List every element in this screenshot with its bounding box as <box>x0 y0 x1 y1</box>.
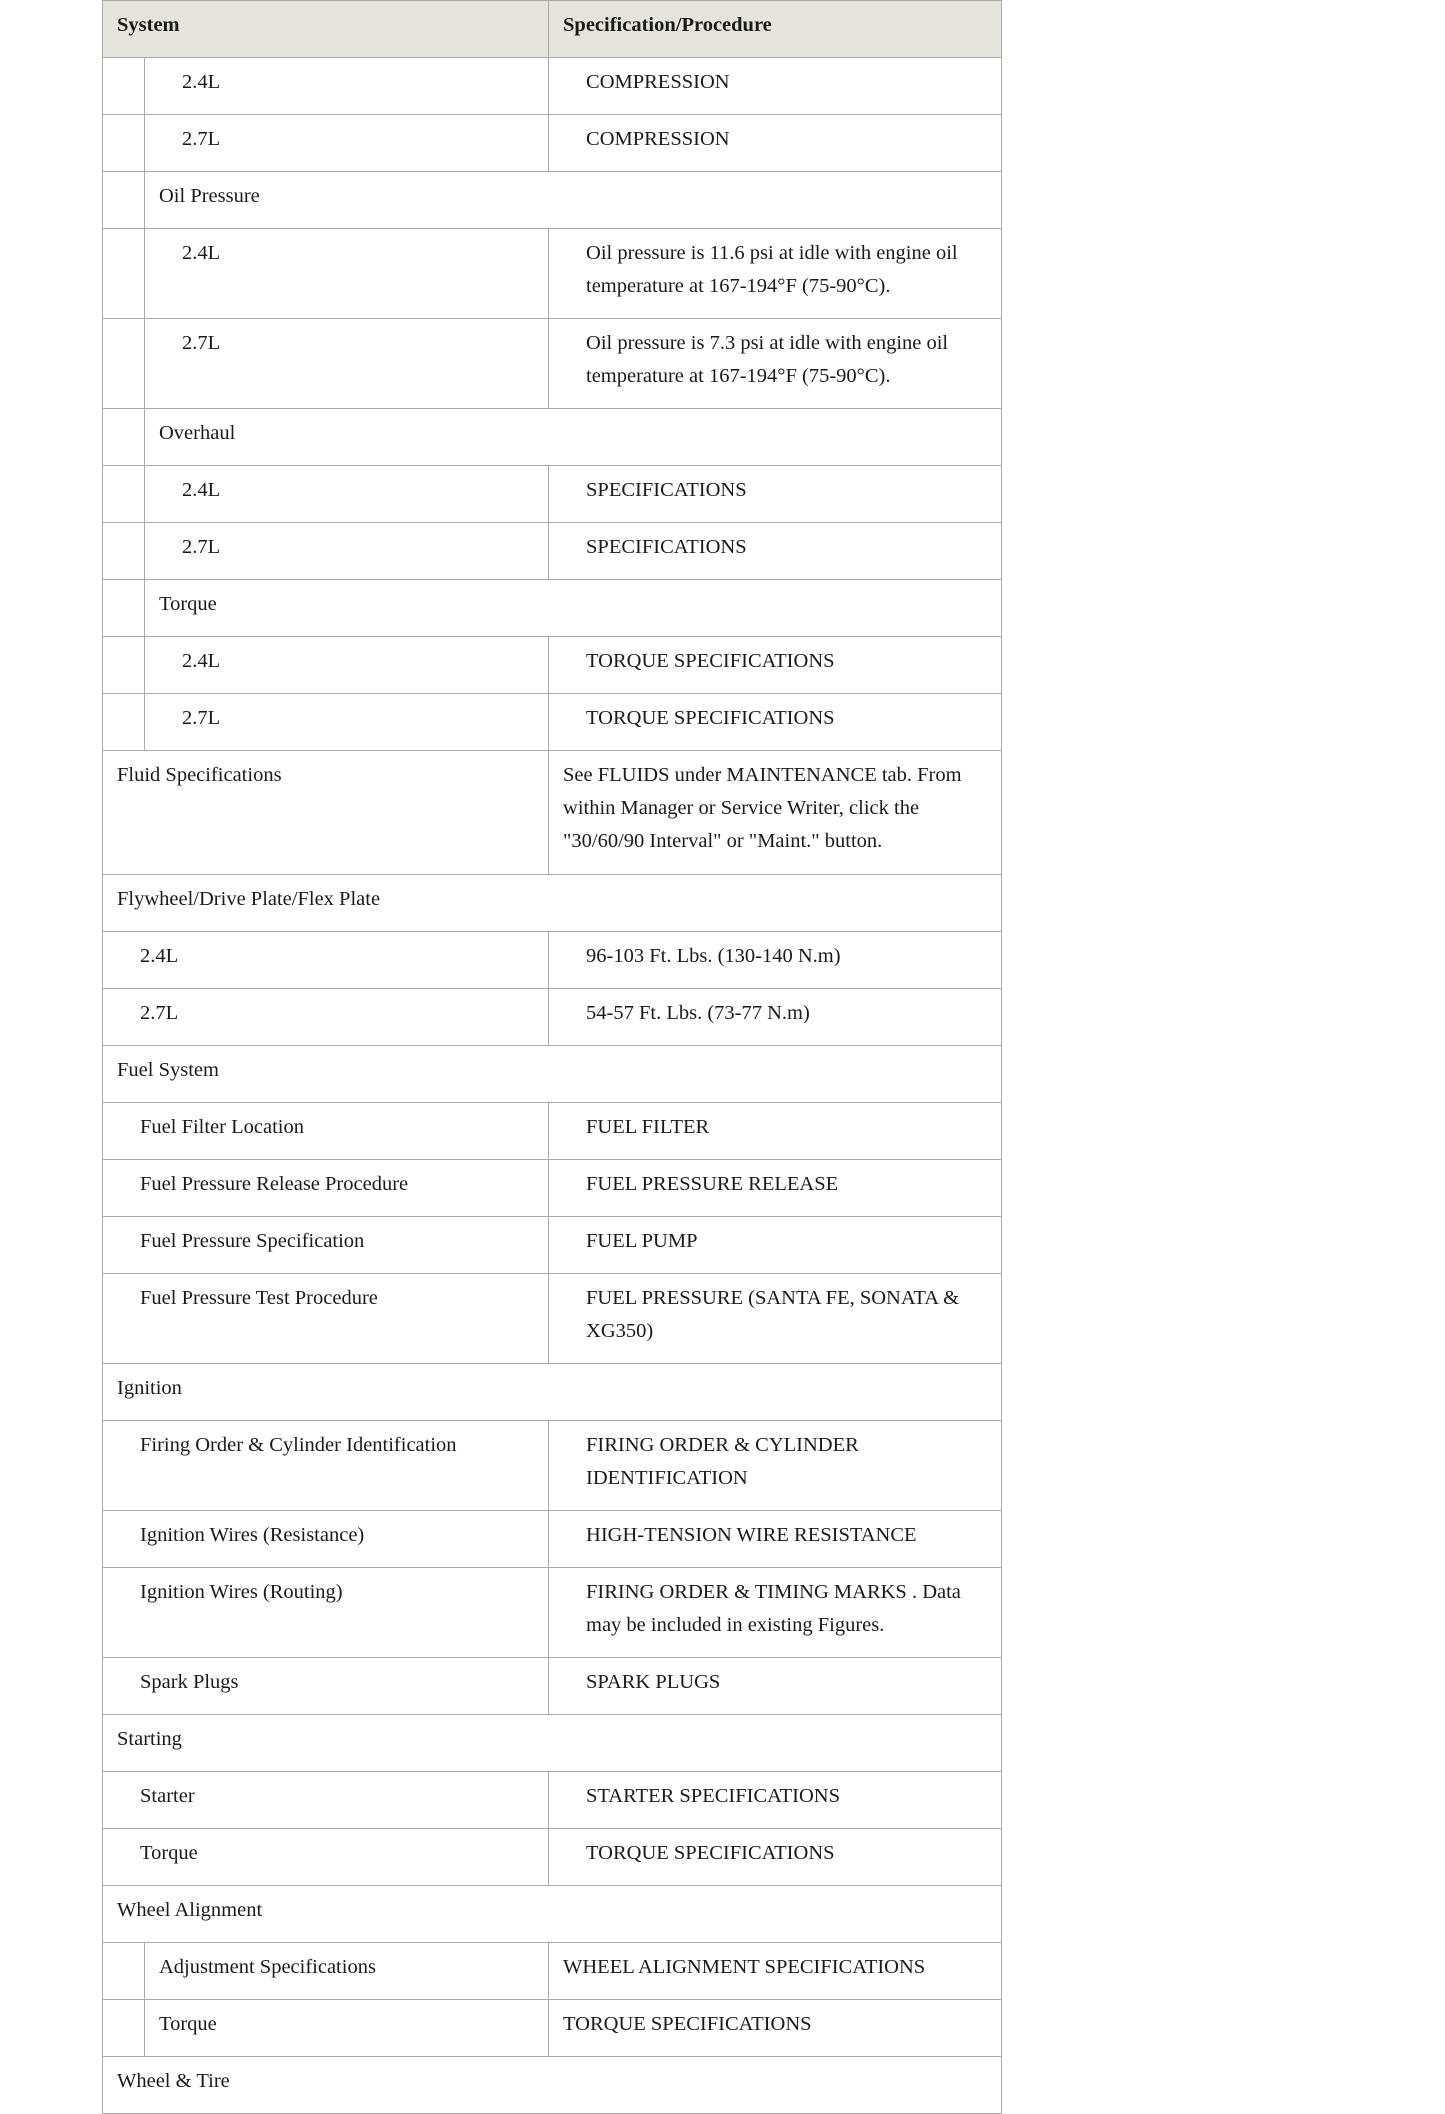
table-row <box>103 1943 1002 2000</box>
indent-spacer <box>103 580 145 637</box>
row-spec: FUEL FILTER <box>549 1103 1002 1160</box>
table-row <box>103 1886 1002 1943</box>
table-row <box>103 319 1002 409</box>
row-label: Ignition Wires (Routing) <box>103 1568 549 1658</box>
table-row <box>103 1511 1002 1568</box>
row-spec: SPECIFICATIONS <box>549 523 1002 580</box>
table-row <box>103 932 1002 989</box>
row-label: 2.4L <box>145 229 549 319</box>
row-label: Spark Plugs <box>103 1658 549 1715</box>
section-heading: Flywheel/Drive Plate/Flex Plate <box>103 875 1002 932</box>
row-label: 2.7L <box>145 115 549 172</box>
row-spec: WHEEL ALIGNMENT SPECIFICATIONS <box>549 1943 1002 2000</box>
table-row <box>103 523 1002 580</box>
table-row <box>103 1217 1002 1274</box>
row-label: 2.7L <box>145 319 549 409</box>
indent-spacer <box>103 409 145 466</box>
row-spec: TORQUE SPECIFICATIONS <box>549 637 1002 694</box>
row-spec: HIGH-TENSION WIRE RESISTANCE <box>549 1511 1002 1568</box>
table-row <box>103 989 1002 1046</box>
row-spec: FUEL PRESSURE (SANTA FE, SONATA & XG350) <box>549 1274 1002 1364</box>
subsection-heading: Oil Pressure <box>145 172 1002 229</box>
table-row <box>103 1658 1002 1715</box>
row-label: Fluid Specifications <box>103 751 549 875</box>
row-label: Fuel Filter Location <box>103 1103 549 1160</box>
table-row <box>103 115 1002 172</box>
row-label: Firing Order & Cylinder Identification <box>103 1421 549 1511</box>
table-row <box>103 2000 1002 2057</box>
row-spec: FIRING ORDER & TIMING MARKS . Data may be included in existing Figures. <box>549 1568 1002 1658</box>
table-body <box>103 58 1002 2114</box>
section-heading: Ignition <box>103 1364 1002 1421</box>
row-label: Fuel Pressure Release Procedure <box>103 1160 549 1217</box>
row-label: Starter <box>103 1772 549 1829</box>
section-heading: Wheel Alignment <box>103 1886 1002 1943</box>
indent-spacer <box>103 523 145 580</box>
row-spec: FIRING ORDER & CYLINDER IDENTIFICATION <box>549 1421 1002 1511</box>
row-spec: 96-103 Ft. Lbs. (130-140 N.m) <box>549 932 1002 989</box>
row-spec: Oil pressure is 11.6 psi at idle with engine oil temperature at 167-194°F (75-90°C). <box>549 229 1002 319</box>
row-label: Adjustment Specifications <box>145 1943 549 2000</box>
table-row <box>103 637 1002 694</box>
row-spec: STARTER SPECIFICATIONS <box>549 1772 1002 1829</box>
indent-spacer <box>103 58 145 115</box>
row-label: 2.7L <box>145 523 549 580</box>
row-spec: COMPRESSION <box>549 58 1002 115</box>
indent-spacer <box>103 229 145 319</box>
table-row <box>103 1364 1002 1421</box>
row-spec: SPECIFICATIONS <box>549 466 1002 523</box>
table-row <box>103 409 1002 466</box>
row-spec: 54-57 Ft. Lbs. (73-77 N.m) <box>549 989 1002 1046</box>
table-row <box>103 1160 1002 1217</box>
section-heading: Wheel & Tire <box>103 2057 1002 2114</box>
table-row <box>103 1274 1002 1364</box>
table-row <box>103 1568 1002 1658</box>
row-label: Ignition Wires (Resistance) <box>103 1511 549 1568</box>
row-spec: SPARK PLUGS <box>549 1658 1002 1715</box>
table-row <box>103 1421 1002 1511</box>
row-label: 2.4L <box>145 637 549 694</box>
indent-spacer <box>103 2000 145 2057</box>
header-system: System <box>103 1 549 58</box>
row-label: Torque <box>103 1829 549 1886</box>
section-heading: Fuel System <box>103 1046 1002 1103</box>
row-label: 2.4L <box>145 58 549 115</box>
row-spec: See FLUIDS under MAINTENANCE tab. From within Manager or Service Writer, click the "30/60/90 Interval" or "Maint." button. <box>549 751 1002 875</box>
table-row <box>103 580 1002 637</box>
row-label: 2.4L <box>103 932 549 989</box>
row-label: Fuel Pressure Specification <box>103 1217 549 1274</box>
table-row <box>103 2057 1002 2114</box>
table-row <box>103 1046 1002 1103</box>
table-row <box>103 1829 1002 1886</box>
row-label: 2.4L <box>145 466 549 523</box>
row-label: 2.7L <box>103 989 549 1046</box>
indent-spacer <box>103 694 145 751</box>
table-row <box>103 466 1002 523</box>
table-row <box>103 1772 1002 1829</box>
row-label: Torque <box>145 2000 549 2057</box>
table-row <box>103 875 1002 932</box>
row-spec: TORQUE SPECIFICATIONS <box>549 1829 1002 1886</box>
indent-spacer <box>103 172 145 229</box>
indent-spacer <box>103 637 145 694</box>
header-row <box>103 1 1002 58</box>
table-row <box>103 1103 1002 1160</box>
indent-spacer <box>103 466 145 523</box>
row-label: 2.7L <box>145 694 549 751</box>
table-row <box>103 58 1002 115</box>
spec-table <box>102 0 1002 2114</box>
section-heading: Starting <box>103 1715 1002 1772</box>
indent-spacer <box>103 1943 145 2000</box>
row-spec: FUEL PRESSURE RELEASE <box>549 1160 1002 1217</box>
row-label: Fuel Pressure Test Procedure <box>103 1274 549 1364</box>
row-spec: TORQUE SPECIFICATIONS <box>549 2000 1002 2057</box>
table-row <box>103 172 1002 229</box>
table-row <box>103 1715 1002 1772</box>
table-row <box>103 229 1002 319</box>
subsection-heading: Torque <box>145 580 1002 637</box>
table-row <box>103 751 1002 875</box>
row-spec: FUEL PUMP <box>549 1217 1002 1274</box>
indent-spacer <box>103 115 145 172</box>
row-spec: Oil pressure is 7.3 psi at idle with engine oil temperature at 167-194°F (75-90°C). <box>549 319 1002 409</box>
subsection-heading: Overhaul <box>145 409 1002 466</box>
indent-spacer <box>103 319 145 409</box>
header-spec: Specification/Procedure <box>549 1 1002 58</box>
table-row <box>103 694 1002 751</box>
row-spec: COMPRESSION <box>549 115 1002 172</box>
row-spec: TORQUE SPECIFICATIONS <box>549 694 1002 751</box>
